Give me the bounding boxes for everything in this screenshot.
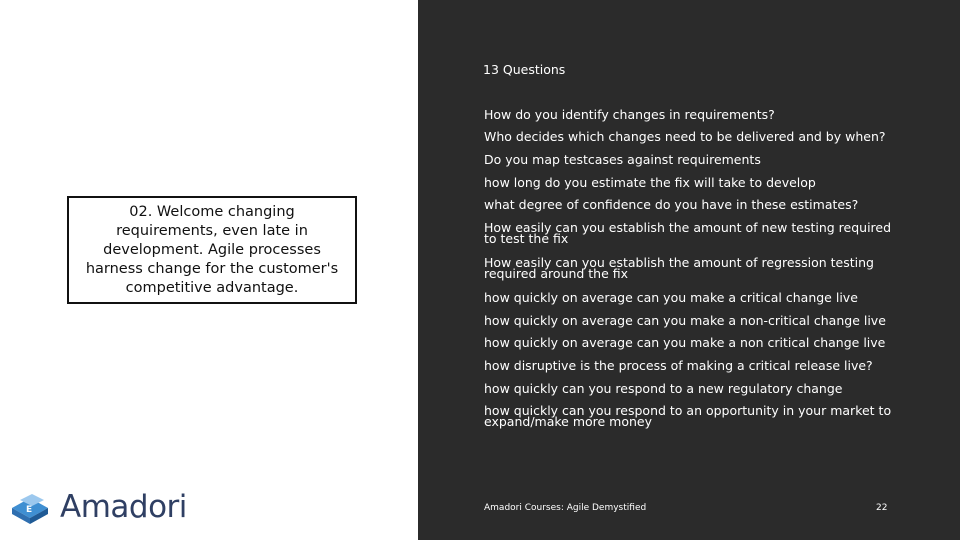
questions-title: 13 Questions bbox=[483, 62, 566, 77]
question-item: how quickly on average can you make a critical change live bbox=[484, 290, 858, 305]
question-item: how long do you estimate the fix will take to develop bbox=[484, 175, 816, 190]
question-item: how quickly on average can you make a non-critical change live bbox=[484, 313, 886, 328]
left-panel bbox=[0, 0, 418, 540]
amadori-logo bbox=[8, 488, 187, 526]
principle-quote-box bbox=[67, 196, 357, 304]
question-item: how disruptive is the process of making a critical release live? bbox=[484, 358, 873, 373]
question-item: How easily can you establish the amount of regression testing required around the fix bbox=[484, 255, 874, 281]
page-number: 22 bbox=[876, 503, 888, 513]
right-panel bbox=[418, 0, 960, 540]
question-item: how quickly can you respond to a new regulatory change bbox=[484, 381, 843, 396]
question-item: how quickly can you respond to an opportunity in your market to expand/make more money bbox=[484, 403, 892, 429]
question-item: Do you map testcases against requirements bbox=[484, 152, 761, 167]
logo-wordmark: Amadori bbox=[60, 489, 187, 525]
question-item: How easily can you establish the amount of new testing required to test the fix bbox=[484, 220, 892, 246]
question-item: what degree of confidence do you have in these estimates? bbox=[484, 197, 859, 212]
question-item: How do you identify changes in requirements? bbox=[484, 107, 775, 122]
principle-quote: 02. Welcome changing requirements, even late in development. Agile processes harness change for the customer's competitive advantage. bbox=[85, 203, 339, 296]
question-item: Who decides which changes need to be delivered and by when? bbox=[484, 129, 886, 144]
svg-text:E: E bbox=[26, 505, 33, 515]
amadori-logo-icon bbox=[8, 488, 56, 526]
footer-course-name: Amadori Courses: Agile Demystified bbox=[484, 503, 647, 513]
question-item: how quickly on average can you make a non critical change live bbox=[484, 335, 886, 350]
